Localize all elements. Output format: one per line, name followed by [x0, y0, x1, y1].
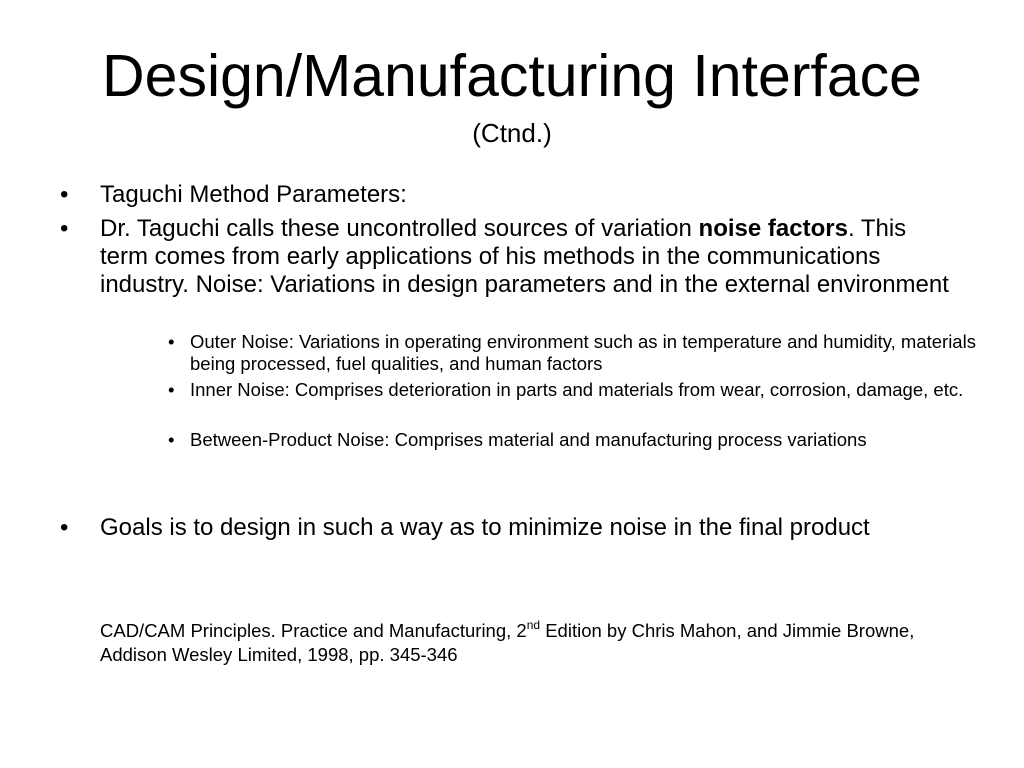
bullet-glyph: •	[60, 514, 69, 541]
slide-subtitle: (Ctnd.)	[472, 118, 552, 148]
bullet-item	[60, 215, 960, 299]
sub-bullet-text: Between-Product Noise: Comprises material and manufacturing process variations	[190, 429, 867, 450]
bullet-glyph: •	[60, 181, 69, 208]
bullet-glyph: •	[168, 379, 175, 400]
slide-title: Design/Manufacturing Interface	[102, 43, 922, 109]
bullet-text-continued: . This term comes from early applications of his methods in the communications industry. Noise: Variations in design parameters and in the external environment	[100, 215, 949, 298]
reference-text-continued: Edition by Chris Mahon, and Jimmie Browne, Addison Wesley Limited, 1998, pp. 345-346	[100, 620, 915, 665]
sub-bullet-item	[168, 429, 980, 451]
sub-bullet-text: Inner Noise: Comprises deterioration in parts and materials from wear, corrosion, damage, etc.	[190, 379, 964, 400]
bullet-glyph: •	[60, 215, 69, 242]
reference-citation	[100, 619, 980, 667]
bullet-text: Taguchi Method Parameters:	[100, 181, 407, 208]
bullet-item	[60, 181, 960, 209]
bullet-text: Dr. Taguchi calls these uncontrolled sources of variation	[100, 215, 699, 242]
reference-text: CAD/CAM Principles. Practice and Manufacturing, 2	[100, 620, 527, 641]
sub-bullet-item	[168, 379, 980, 401]
bullet-bold-term: noise factors	[698, 215, 848, 242]
sub-bullet-item	[168, 331, 980, 375]
bullet-item	[60, 514, 960, 542]
bullet-glyph: •	[168, 331, 175, 352]
bullet-glyph: •	[168, 429, 175, 450]
sub-bullet-text: Outer Noise: Variations in operating environment such as in temperature and humidity, materials being processed, fuel qualities, and human factors	[190, 331, 976, 374]
bullet-text: Goals is to design in such a way as to minimize noise in the final product	[100, 514, 870, 541]
reference-superscript: nd	[526, 617, 541, 632]
